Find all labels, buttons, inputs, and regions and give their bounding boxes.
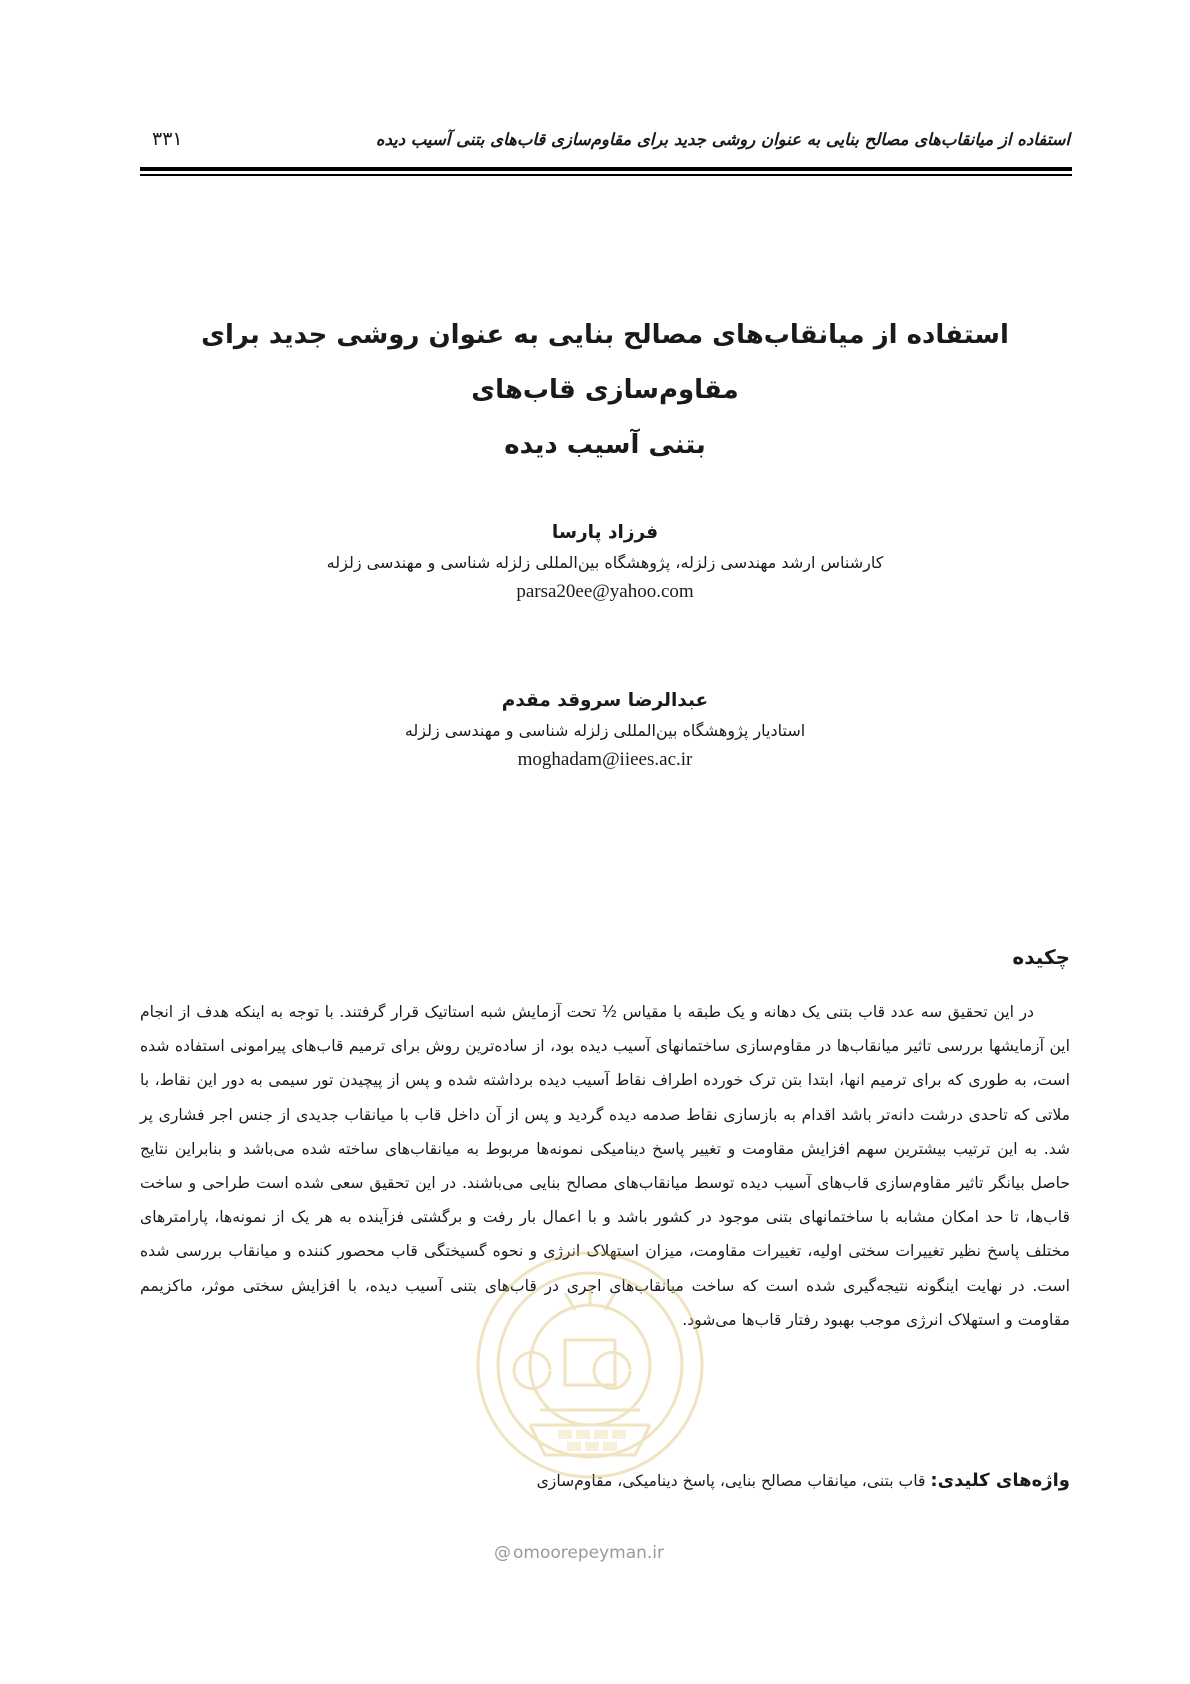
author-name: عبدالرضا سروقد مقدم [501, 690, 709, 711]
author-email: moghadam@iiees.ac.ir [517, 749, 693, 770]
header-rule-thick [140, 167, 1072, 171]
author-2 [150, 690, 1060, 771]
abstract-text: در این تحقیق سه عدد قاب بتنی یک دهانه و یک طبقه با مقیاس ½ تحت آزمایش شبه استاتیک قرار گرفتند. با توجه به اینکه هدف از انجام این آزمایشها بررسی تاثیر میانقاب‌ها در مقاوم‌سازی ساختمانهای آسیب دیده بود، از ساده‌ترین روش برای ترمیم قاب‌های پیرامونی استفاده شده است، به طوری که برای ترمیم انها، ابتدا بتن ترک خورده اطراف نقاط آسیب دیده برداشته شده و پس از پیچیدن تور سیمی به دور این نقاط، با ملاتی که تاحدی درشت دانه‌تر باشد اقدام به بازسازی نقاط صدمه دیده گردید و پس از آن داخل قاب با میانقاب جدیدی از جنس اجر فشاری پر شد. به این ترتیب بیشترین سهم افزایش مقاومت و تغییر پاسخ دینامیکی نمونه‌ها مربوط به میانقاب‌های ساخته شده می‌باشد و بنابراین نتایج حاصل بیانگر تاثیر مقاوم‌سازی قاب‌های آسیب دیده توسط میانقاب‌های مصالح بنایی می‌باشند. در این تحقیق سعی شده است طراحی و ساخت قاب‌ها، تا حد امکان مشابه با ساختمانهای بتنی موجود در کشور باشد و با اعمال بار رفت و برگشتی فزآینده به هر یک از نمونه‌ها، پارامترهای مختلف پاسخ نظیر تغییرات سختی اولیه، تغییرات مقاومت، میزان استهلاک انرژی و نحوه گسیختگی قاب محصور کننده و میانقاب بررسی شده است. در نهایت اینگونه نتیجه‌گیری شده است که ساخت میانقاب‌های اجری در قاب‌های بتنی آسیب دیده، با افزایش سختی موثر، ماکزیمم مقاومت و استهلاک انرژی موجب بهبود رفتار قاب‌ها می‌شود. [140, 1003, 1070, 1329]
running-title: استفاده از میانقاب‌های مصالح بنایی به عنوان روشی جدید برای مقاوم‌سازی قاب‌های بتنی آسیب دیده [375, 130, 1070, 149]
at-sign-icon: @ [494, 1543, 511, 1563]
author-email: parsa20ee@yahoo.com [516, 581, 694, 602]
paper-title [150, 308, 1060, 473]
abstract-heading: چکیده [1012, 945, 1070, 969]
author-affiliation: استادیار پژوهشگاه بین‌المللی زلزله شناسی و مهندسی زلزله [404, 721, 806, 740]
seal-emblem-icon [470, 1245, 710, 1485]
watermark-site-text: omoorepeyman.ir [513, 1543, 665, 1563]
author-affiliation: کارشناس ارشد مهندسی زلزله، پژوهشگاه بین‌المللی زلزله شناسی و مهندسی زلزله [326, 553, 884, 572]
paper-title-line-2: بتنی آسیب دیده [504, 430, 706, 460]
header-rule-thin [140, 174, 1072, 176]
author-name: فرزاد پارسا [551, 522, 659, 543]
running-header [140, 128, 1070, 158]
keywords-label: واژه‌های کلیدی: [930, 1470, 1070, 1491]
watermark-site [494, 1543, 664, 1563]
author-1 [150, 522, 1060, 603]
keywords-text: قاب بتنی، میانقاب مصالح بنایی، پاسخ دینامیکی، مقاوم‌سازی [536, 1472, 926, 1490]
page-number: ۳۳۱ [152, 128, 183, 150]
paper-title-line-1: استفاده از میانقاب‌های مصالح بنایی به عنوان روشی جدید برای مقاوم‌سازی قاب‌های [201, 320, 1009, 405]
